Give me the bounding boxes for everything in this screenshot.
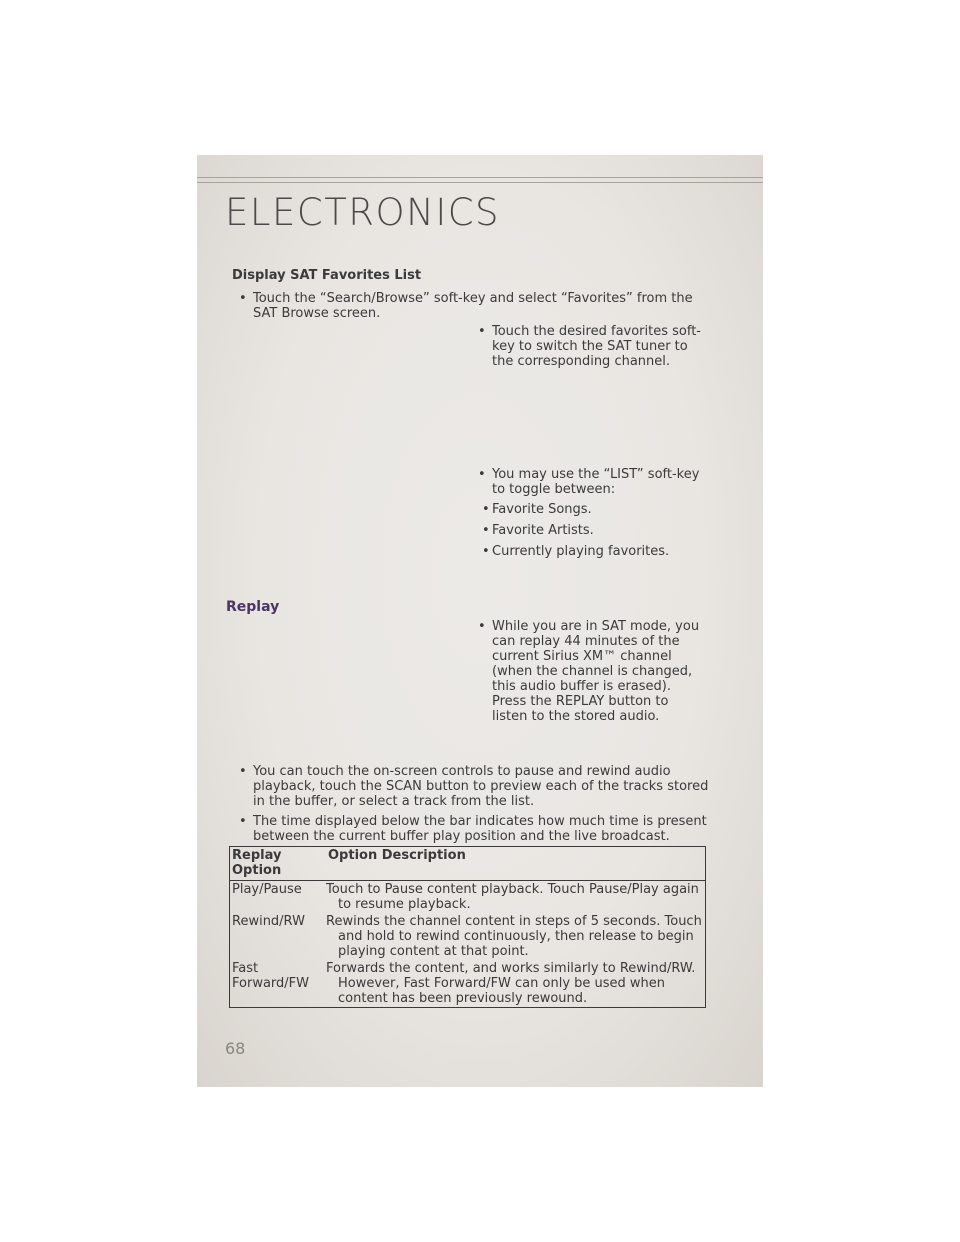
- favorites-sub-item-text: Currently playing favorites.: [492, 544, 670, 559]
- replay-bullet-3-text: The time displayed below the bar indicates how much time is present between the current buffer play position and the live broadcast.: [253, 814, 707, 844]
- favorites-bullet-1-text: Touch the “Search/Browse” soft-key and select “Favorites” from the SAT Browse screen.: [253, 291, 693, 321]
- favorites-heading: Display SAT Favorites List: [232, 268, 422, 283]
- bullet-dot-icon: •: [239, 291, 247, 306]
- table-row: [230, 960, 706, 1008]
- bullet-dot-icon: •: [239, 814, 247, 829]
- replay-heading: Replay: [226, 599, 280, 615]
- table-cell-option: Rewind/RW: [232, 914, 305, 929]
- replay-bullet-3: [239, 814, 709, 844]
- bullet-dot-icon: •: [478, 324, 486, 339]
- favorites-sub-item-text: Favorite Artists.: [492, 523, 594, 538]
- favorites-bullet-2-text: Touch the desired favorites soft-key to switch the SAT tuner to the corresponding channel.: [492, 324, 701, 369]
- table-cell-description: Touch to Pause content playback. Touch Pause/Play again to resume playback.: [326, 882, 699, 912]
- favorites-bullet-3-text: You may use the “LIST” soft-key to toggle between:: [492, 467, 700, 497]
- bullet-dot-icon: •: [482, 544, 490, 559]
- replay-bullet-2: [239, 764, 709, 809]
- table-cell-option: Play/Pause: [232, 882, 302, 897]
- favorites-bullet-2: [478, 324, 703, 369]
- table-cell-option: Fast Forward/FW: [232, 961, 309, 991]
- header-rule-top: [197, 177, 763, 178]
- table-row: [230, 881, 706, 914]
- bullet-dot-icon: •: [482, 523, 490, 538]
- table-header-description: Option Description: [326, 847, 706, 881]
- table-cell-description: Forwards the content, and works similarly to Rewind/RW. However, Fast Forward/FW can only be used when content has been previously rewound.: [326, 961, 696, 1006]
- table-cell-description: Rewinds the channel content in steps of 5 seconds. Touch and hold to rewind continuously, then release to begin playing content at that point.: [326, 914, 702, 959]
- favorites-bullet-1: [239, 291, 709, 321]
- favorites-sub-item-text: Favorite Songs.: [492, 502, 592, 517]
- bullet-dot-icon: •: [478, 619, 486, 634]
- section-title: ELECTRONICS: [225, 191, 501, 234]
- favorites-bullet-3: [478, 467, 710, 497]
- bullet-dot-icon: •: [482, 502, 490, 517]
- bullet-dot-icon: •: [239, 764, 247, 779]
- replay-bullet-1: [478, 619, 700, 724]
- favorites-sub-item: [482, 502, 702, 517]
- replay-bullet-1-text: While you are in SAT mode, you can replay 44 minutes of the current Sirius XM™ channel (when the channel is changed, this audio buffer is erased). Press the REPLAY button to listen to the stored audio.: [492, 619, 700, 724]
- favorites-sub-item: [482, 523, 702, 538]
- manual-page: [197, 155, 763, 1087]
- favorites-sub-item: [482, 544, 702, 559]
- table-row: [230, 913, 706, 960]
- table-header-option: Replay Option: [230, 847, 327, 881]
- table-header-row: [230, 847, 706, 881]
- page-number: 68: [225, 1039, 246, 1058]
- header-rule-bottom: [197, 182, 763, 183]
- replay-options-table: [229, 846, 706, 1008]
- bullet-dot-icon: •: [478, 467, 486, 482]
- replay-bullet-2-text: You can touch the on-screen controls to pause and rewind audio playback, touch the SCAN button to preview each of the tracks stored in the buffer, or select a track from the list.: [253, 764, 709, 809]
